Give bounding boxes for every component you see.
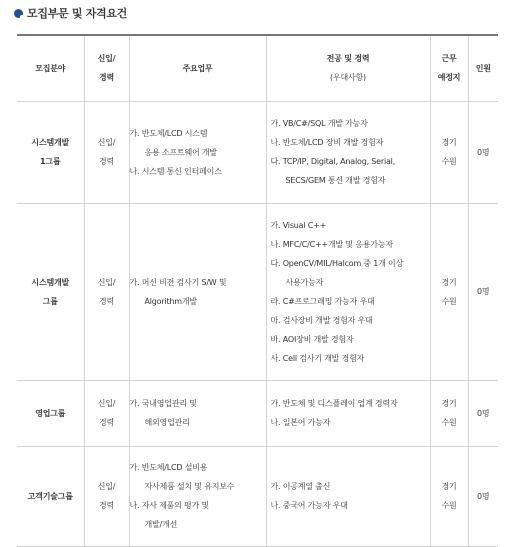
qualifications-cell: 가. 이공계열 출신 나. 중국어 가능자 우대 xyxy=(266,446,430,546)
header-location: 근무 예정지 xyxy=(430,35,468,101)
table-header-row xyxy=(17,35,498,101)
duties-cell: 가. 머신 비젼 검사기 S/W 및 Algorithm개발 xyxy=(129,203,266,380)
header-type: 신입/ 경력 xyxy=(84,35,129,101)
table-row xyxy=(17,203,498,380)
location-cell: 경기 수원 xyxy=(430,203,468,380)
field-cell: 시스템개발 1그룹 xyxy=(17,101,84,203)
duties-cell: 가. 반도체/LCD 설비용 자사제품 설치 및 유지보수 나. 자사 제품의 평가 및 개발/개선 xyxy=(129,446,266,546)
header-duties: 주요업무 xyxy=(129,35,266,101)
location-cell: 경기 수원 xyxy=(430,446,468,546)
qualifications-cell: 가. VB/C#/SQL 개발 가능자 나. 반도체/LCD 장비 개발 경험자 다. TCP/IP, Digital, Analog, Serial, SECS/GEM 통신 개발 경험자 xyxy=(266,101,430,203)
field-cell: 시스템개발 그룹 xyxy=(17,203,84,380)
section-header xyxy=(14,4,127,22)
type-cell: 신입/ 경력 xyxy=(84,203,129,380)
count-cell: 0명 xyxy=(468,203,498,380)
section-title: 모집부문 및 자격요건 xyxy=(27,7,127,20)
type-cell: 신입/ 경력 xyxy=(84,380,129,446)
duties-cell: 가. 반도체/LCD 시스템 응용 소프트웨어 개발 나. 시스템 통신 인터페이스 xyxy=(129,101,266,203)
count-cell: 0명 xyxy=(468,446,498,546)
qualifications-cell: 가. 반도체 및 디스플레이 업계 경력자 나. 일본어 가능자 xyxy=(266,380,430,446)
type-cell: 신입/ 경력 xyxy=(84,101,129,203)
bullet-icon xyxy=(14,9,23,18)
table-row xyxy=(17,101,498,203)
header-count: 인원 xyxy=(468,35,498,101)
location-cell: 경기 수원 xyxy=(430,101,468,203)
field-cell: 영업그룹 xyxy=(17,380,84,446)
header-major: 전공 및 경력 (우대사항) xyxy=(266,35,430,101)
recruitment-table xyxy=(17,34,498,547)
duties-cell: 가. 국내영업관리 및 해외영업관리 xyxy=(129,380,266,446)
qualifications-cell: 가. Visual C++ 나. MFC/C/C++개발 및 응용가능자 다. OpenCV/MIL/Halcom 중 1개 이상 사용가능자 라. C#프로그래밍 가능자 우대 마. 검사장비 개발 경험자 우대 바. AOI장비 개발 경험자 사. Cell 검사기 개발 경험자 xyxy=(266,203,430,380)
location-cell: 경기 수원 xyxy=(430,380,468,446)
table-row xyxy=(17,446,498,546)
field-cell: 고객기술그룹 xyxy=(17,446,84,546)
count-cell: 0명 xyxy=(468,101,498,203)
type-cell: 신입/ 경력 xyxy=(84,446,129,546)
count-cell: 0명 xyxy=(468,380,498,446)
header-field: 모집분야 xyxy=(17,35,84,101)
table-row xyxy=(17,380,498,446)
